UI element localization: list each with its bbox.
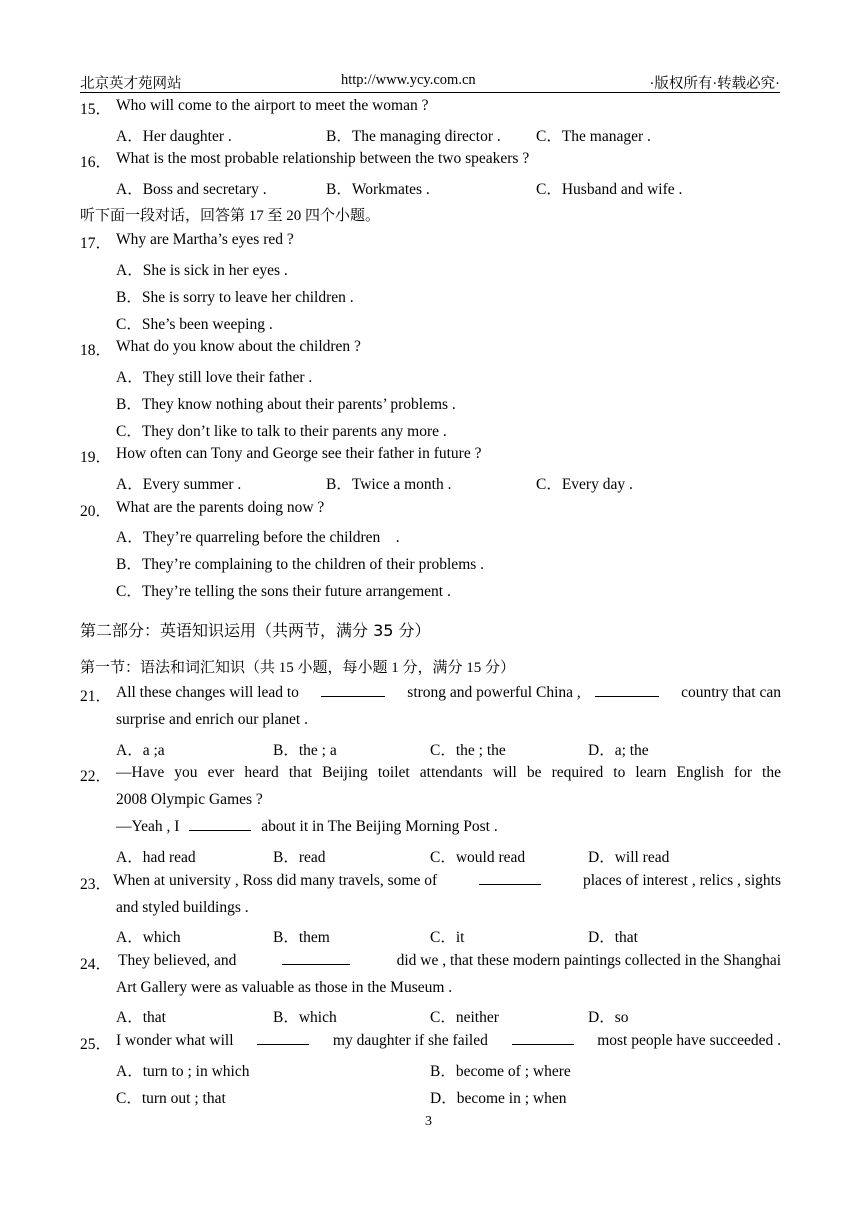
question-text: country that can bbox=[681, 684, 781, 701]
question-text-line-2: and styled buildings . bbox=[116, 899, 249, 916]
question-text-line-1 bbox=[116, 684, 781, 702]
option-a: A．a ;a bbox=[116, 742, 165, 759]
question-text-line-2: Art Gallery were as valuable as those in the Museum . bbox=[116, 979, 453, 996]
question-number: 16． bbox=[80, 154, 112, 171]
question-number: 21． bbox=[80, 688, 112, 705]
question-number: 19． bbox=[80, 449, 112, 466]
question-text-line-2: 2008 Olympic Games ? bbox=[116, 791, 263, 808]
option-c: C．turn out ; that bbox=[116, 1090, 226, 1107]
question-number: 15． bbox=[80, 101, 112, 118]
question-text-line-3 bbox=[116, 818, 498, 836]
option-a: A．She is sick in her eyes . bbox=[116, 262, 288, 279]
question-number: 20． bbox=[80, 503, 112, 520]
option-d: D．will read bbox=[588, 849, 670, 866]
question-text: What is the most probable relationship between the two speakers ? bbox=[116, 150, 530, 167]
option-c: C．the ; the bbox=[430, 742, 506, 759]
option-b: B．the ; a bbox=[273, 742, 337, 759]
option-c: C．The manager . bbox=[536, 128, 651, 145]
listening-instruction: 听下面一段对话，回答第 17 至 20 四个小题。 bbox=[80, 208, 381, 224]
header-site-name: 北京英才苑网站 bbox=[80, 76, 182, 92]
header-url: http://www.ycy.com.cn bbox=[341, 72, 476, 88]
section-1-title: 第一节：语法和词汇知识（共 15 小题，每小题 1 分，满分 15 分） bbox=[80, 660, 516, 676]
question-text: about it in The Beijing Morning Post . bbox=[261, 818, 498, 835]
option-b: B．them bbox=[273, 929, 330, 946]
option-a: A．turn to ; in which bbox=[116, 1063, 250, 1080]
option-b: B．Workmates . bbox=[326, 181, 430, 198]
option-d: D．a; the bbox=[588, 742, 649, 759]
question-text: —Yeah , I bbox=[116, 818, 180, 835]
question-number: 23． bbox=[80, 876, 112, 893]
page-number: 3 bbox=[425, 1114, 432, 1129]
option-c: C．Husband and wife . bbox=[536, 181, 683, 198]
option-c: C．would read bbox=[430, 849, 526, 866]
option-b: B．Twice a month . bbox=[326, 476, 452, 493]
answer-blank bbox=[257, 1032, 309, 1045]
answer-blank bbox=[479, 872, 541, 885]
option-c: C．She’s been weeping . bbox=[116, 316, 273, 333]
option-b: B．read bbox=[273, 849, 326, 866]
option-b: B．The managing director . bbox=[326, 128, 501, 145]
question-text: They believed, and bbox=[118, 952, 237, 969]
question-number: 24． bbox=[80, 956, 112, 973]
question-text: How often can Tony and George see their father in future ? bbox=[116, 445, 482, 462]
question-text: my daughter if she failed bbox=[332, 1032, 488, 1049]
option-a: A．Her daughter . bbox=[116, 128, 232, 145]
question-text-line-1 bbox=[118, 952, 781, 970]
answer-blank bbox=[282, 952, 350, 965]
question-text: I wonder what will bbox=[116, 1032, 234, 1049]
question-number: 17． bbox=[80, 235, 112, 252]
answer-blank bbox=[595, 684, 659, 697]
question-text-line-1 bbox=[116, 1032, 781, 1050]
option-b: B．become of ; where bbox=[430, 1063, 571, 1080]
question-number: 22． bbox=[80, 768, 112, 785]
option-c: C．neither bbox=[430, 1009, 499, 1026]
question-text-line-1: —Have you ever heard that Beijing toilet attendants will be required to learn English for the bbox=[116, 764, 781, 781]
question-text: places of interest , relics , sights bbox=[582, 872, 781, 889]
question-text-line-2: surprise and enrich our planet . bbox=[116, 711, 308, 728]
question-text: What do you know about the children ? bbox=[116, 338, 361, 355]
header-copyright: ·版权所有·转载必究· bbox=[649, 76, 780, 92]
option-a: A．had read bbox=[116, 849, 196, 866]
option-c: C．They’re telling the sons their future arrangement . bbox=[116, 583, 451, 600]
question-text: did we , that these modern paintings collected in the Shanghai bbox=[396, 952, 781, 969]
option-a: A．that bbox=[116, 1009, 166, 1026]
question-text: Why are Martha’s eyes red ? bbox=[116, 231, 294, 248]
page-header bbox=[80, 70, 780, 93]
question-text: All these changes will lead to bbox=[116, 684, 299, 701]
part-2-title: 第二部分：英语知识运用（共两节，满分 35 分） bbox=[80, 621, 431, 640]
question-text-line-1 bbox=[113, 872, 781, 890]
option-a: A．Every summer . bbox=[116, 476, 242, 493]
answer-blank bbox=[189, 818, 251, 831]
option-c: C．it bbox=[430, 929, 465, 946]
option-d: D．that bbox=[588, 929, 638, 946]
option-b: B．which bbox=[273, 1009, 337, 1026]
question-text: Who will come to the airport to meet the woman ? bbox=[116, 97, 429, 114]
answer-blank bbox=[512, 1032, 574, 1045]
option-a: A．They still love their father . bbox=[116, 369, 313, 386]
option-b: B．She is sorry to leave her children . bbox=[116, 289, 354, 306]
question-number: 25． bbox=[80, 1036, 112, 1053]
question-text: When at university , Ross did many travels, some of bbox=[113, 872, 438, 889]
answer-blank bbox=[321, 684, 385, 697]
question-text: strong and powerful China , bbox=[407, 684, 581, 701]
option-a: A．They’re quarreling before the children . bbox=[116, 529, 400, 546]
option-d: D．become in ; when bbox=[430, 1090, 567, 1107]
option-b: B．They know nothing about their parents’ problems . bbox=[116, 396, 456, 413]
question-text: most people have succeeded . bbox=[597, 1032, 781, 1049]
option-a: A．Boss and secretary . bbox=[116, 181, 267, 198]
option-c: C．They don’t like to talk to their parents any more . bbox=[116, 423, 447, 440]
option-b: B．They’re complaining to the children of their problems . bbox=[116, 556, 485, 573]
option-d: D．so bbox=[588, 1009, 629, 1026]
option-c: C．Every day . bbox=[536, 476, 633, 493]
question-text: What are the parents doing now ? bbox=[116, 499, 325, 516]
option-a: A．which bbox=[116, 929, 181, 946]
question-number: 18． bbox=[80, 342, 112, 359]
